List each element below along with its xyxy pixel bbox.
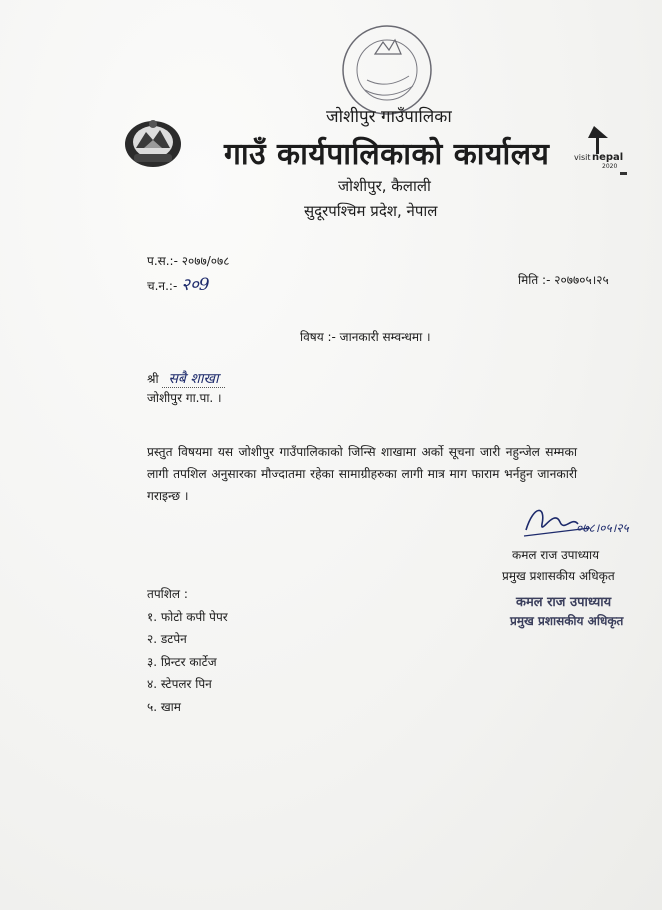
office-location: जोशीपुर, कैलाली (338, 177, 431, 195)
details-list (147, 583, 228, 718)
list-item: ४. स्टेपलर पिन (147, 677, 212, 691)
visit-logo-text: visit (574, 153, 591, 162)
nepal-logo-text: nepal (592, 152, 624, 163)
signatory-title: प्रमुख प्रशासकीय अधिकृत (502, 569, 615, 583)
signature-date: ०७८।०५।२५ (576, 521, 629, 535)
stamp-name: कमल राज उपाध्याय (516, 595, 612, 610)
date-label: मिति :- (518, 273, 551, 287)
municipality-name: जोशीपुर गाउँपालिका (326, 107, 452, 127)
scan-mark (620, 172, 627, 175)
recipient-prefix: श्री (147, 372, 159, 386)
year-logo-text: 2020 (602, 163, 618, 170)
nepal-emblem-icon (122, 118, 184, 170)
recipient-office: जोशीपुर गा.पा. । (147, 391, 222, 405)
list-item: २. डटपेन (147, 632, 187, 646)
handwritten-signature-icon (520, 498, 662, 548)
province-country: सुदूरपश्चिम प्रदेश, नेपाल (304, 202, 438, 220)
dispatch-label: च.न.:- (147, 279, 178, 293)
recipient-name-handwritten: सबै शाखा (162, 371, 224, 388)
letter-date (518, 271, 609, 288)
fiscal-year-value: २०७७/०७८ (181, 254, 230, 268)
recipient-line (147, 369, 225, 388)
fiscal-year-label: प.स.:- (147, 254, 178, 268)
dispatch-number-handwritten: २०9 (181, 275, 210, 295)
date-value: २०७७०५।२५ (554, 273, 609, 287)
dispatch-number-line (147, 272, 210, 295)
stamp-title: प्रमुख प्रशासकीय अधिकृत (510, 614, 624, 628)
details-heading: तपशिल : (147, 587, 188, 601)
list-item: १. फोटो कपी पेपर (147, 609, 228, 624)
list-item: ३. प्रिन्टर कार्टेज (147, 654, 217, 669)
fiscal-year-line (147, 252, 230, 269)
visit-nepal-2020-logo-icon (568, 120, 632, 174)
signatory-name: कमल राज उपाध्याय (512, 548, 600, 562)
letter-body: प्रस्तुत विषयमा यस जोशीपुर गाउँपालिकाको जिन्सि शाखामा अर्को सूचना जारी नहुन्जेल सम्मका लागी तपशिल अनुसारका मौज्दातमा रहेका सामाग्रीहरुका लागी मात्र माग फाराम भर्नहुन जानकारी गराइन्छ । (147, 445, 577, 503)
list-item: ५. खाम (147, 699, 181, 714)
office-title: गाउँ कार्यपालिकाको कार्यालय (224, 137, 550, 172)
letter-subject: विषय :- जानकारी सम्वन्धमा । (300, 330, 431, 344)
